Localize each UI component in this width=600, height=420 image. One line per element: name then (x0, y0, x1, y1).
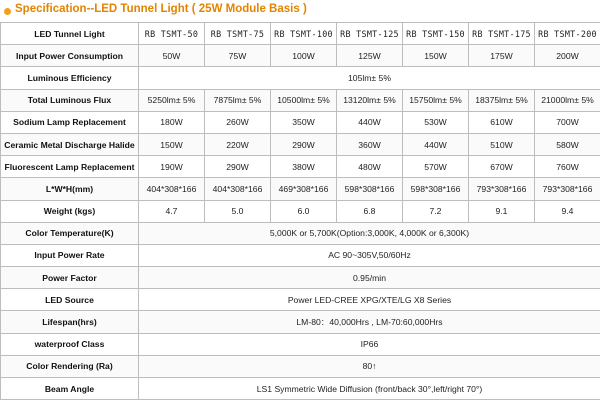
spec-value: 5250lm± 5% (139, 89, 205, 111)
spec-value: 760W (535, 156, 600, 178)
row-label: Luminous Efficiency (1, 67, 139, 89)
row-label: Input Power Consumption (1, 45, 139, 67)
spec-value: 5,000K or 5,700K(Option:3,000K, 4,000K or 6,300K) (139, 222, 600, 244)
spec-value: 793*308*166 (535, 178, 600, 200)
spec-value: LM-80：40,000Hrs , LM-70:60,000Hrs (139, 311, 600, 333)
row-label: Color Rendering (Ra) (1, 355, 139, 377)
spec-value: 510W (469, 133, 535, 155)
spec-value: 15750lm± 5% (403, 89, 469, 111)
spec-value: 5.0 (205, 200, 271, 222)
spec-value: 9.1 (469, 200, 535, 222)
spec-header (0, 0, 600, 22)
row-label: Total Luminous Flux (1, 89, 139, 111)
spec-value: 610W (469, 111, 535, 133)
spec-value: 21000lm± 5% (535, 89, 600, 111)
spec-value: 7875lm± 5% (205, 89, 271, 111)
spec-value: 380W (271, 156, 337, 178)
table-row (1, 23, 600, 45)
spec-value: 150W (403, 45, 469, 67)
spec-value: 469*308*166 (271, 178, 337, 200)
spec-value: 290W (205, 156, 271, 178)
table-row (1, 333, 600, 355)
spec-value: 150W (139, 133, 205, 155)
spec-value: 7.2 (403, 200, 469, 222)
model-name: RB TSMT-200 (535, 23, 600, 45)
spec-value: 4.7 (139, 200, 205, 222)
spec-value: LS1 Symmetric Wide Diffusion (front/back 30°,left/right 70°) (139, 378, 600, 400)
model-name: RB TSMT-150 (403, 23, 469, 45)
spec-value: 175W (469, 45, 535, 67)
row-label: Beam Angle (1, 378, 139, 400)
spec-value: 190W (139, 156, 205, 178)
table-row (1, 45, 600, 67)
table-row (1, 267, 600, 289)
spec-value: 180W (139, 111, 205, 133)
spec-value: 9.4 (535, 200, 600, 222)
spec-value: 404*308*166 (139, 178, 205, 200)
model-name: RB TSMT-75 (205, 23, 271, 45)
row-label: L*W*H(mm) (1, 178, 139, 200)
table-row (1, 156, 600, 178)
table-row (1, 311, 600, 333)
spec-value: 598*308*166 (403, 178, 469, 200)
spec-value: 360W (337, 133, 403, 155)
spec-value: 530W (403, 111, 469, 133)
row-label: LED Tunnel Light (1, 23, 139, 45)
row-label: Fluorescent Lamp Replacement (1, 156, 139, 178)
spec-value: 10500lm± 5% (271, 89, 337, 111)
row-label: Power Factor (1, 267, 139, 289)
table-row (1, 378, 600, 400)
spec-value: AC 90~305V,50/60Hz (139, 244, 600, 266)
spec-value: 0.95/min (139, 267, 600, 289)
spec-value: 580W (535, 133, 600, 155)
row-label: Input Power Rate (1, 244, 139, 266)
row-label: Sodium Lamp Replacement (1, 111, 139, 133)
spec-value: Power LED-CREE XPG/XTE/LG X8 Series (139, 289, 600, 311)
spec-value: 13120lm± 5% (337, 89, 403, 111)
spec-value: 350W (271, 111, 337, 133)
model-name: RB TSMT-175 (469, 23, 535, 45)
spec-value: 220W (205, 133, 271, 155)
bullet-icon (4, 8, 11, 15)
spec-value: 6.0 (271, 200, 337, 222)
spec-value: 80↑ (139, 355, 600, 377)
table-row (1, 200, 600, 222)
table-row (1, 244, 600, 266)
spec-value: 480W (337, 156, 403, 178)
spec-value: 670W (469, 156, 535, 178)
table-row (1, 67, 600, 89)
spec-value: 440W (403, 133, 469, 155)
spec-value: 793*308*166 (469, 178, 535, 200)
spec-value: IP66 (139, 333, 600, 355)
spec-value: 75W (205, 45, 271, 67)
table-row (1, 133, 600, 155)
model-name: RB TSMT-100 (271, 23, 337, 45)
row-label: waterproof Class (1, 333, 139, 355)
row-label: LED Source (1, 289, 139, 311)
spec-value: 290W (271, 133, 337, 155)
spec-value: 18375lm± 5% (469, 89, 535, 111)
spec-value: 598*308*166 (337, 178, 403, 200)
row-label: Weight (kgs) (1, 200, 139, 222)
spec-value: 100W (271, 45, 337, 67)
spec-value: 105lm± 5% (139, 67, 600, 89)
spec-value: 570W (403, 156, 469, 178)
spec-table (0, 22, 600, 400)
page-title: Specification--LED Tunnel Light ( 25W Module Basis ) (15, 3, 307, 15)
model-name: RB TSMT-50 (139, 23, 205, 45)
spec-value: 125W (337, 45, 403, 67)
table-row (1, 289, 600, 311)
spec-value: 700W (535, 111, 600, 133)
spec-value: 50W (139, 45, 205, 67)
table-row (1, 89, 600, 111)
spec-value: 260W (205, 111, 271, 133)
table-row (1, 111, 600, 133)
spec-value: 200W (535, 45, 600, 67)
row-label: Lifespan(hrs) (1, 311, 139, 333)
spec-value: 440W (337, 111, 403, 133)
table-row (1, 222, 600, 244)
row-label: Color Temperature(K) (1, 222, 139, 244)
table-row (1, 178, 600, 200)
model-name: RB TSMT-125 (337, 23, 403, 45)
spec-value: 404*308*166 (205, 178, 271, 200)
table-row (1, 355, 600, 377)
spec-value: 6.8 (337, 200, 403, 222)
row-label: Ceramic Metal Discharge Halide (1, 133, 139, 155)
